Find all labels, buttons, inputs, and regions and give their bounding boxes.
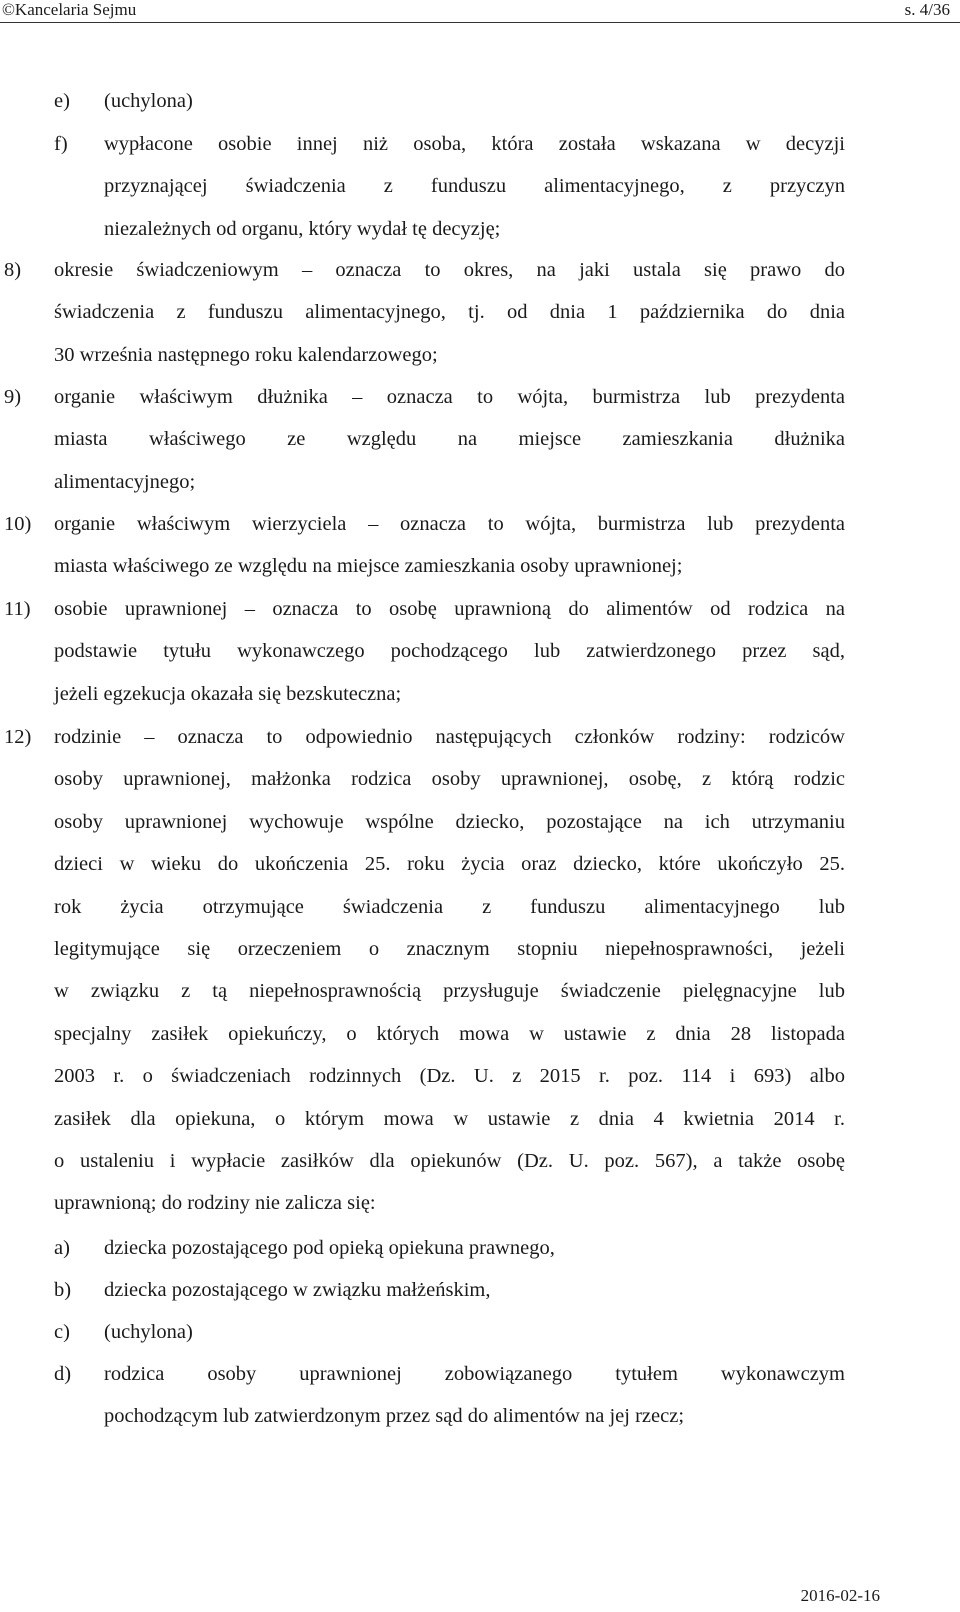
- item-text-line: zasiłek dla opiekuna, o którym mowa w ustawie z dnia 4 kwietnia 2014 r.: [54, 1108, 845, 1130]
- item-text-line: o ustaleniu i wypłacie zasiłków dla opiekunów (Dz. U. poz. 567), a także osobę: [54, 1150, 845, 1172]
- item-text-line: rodzinie – oznacza to odpowiednio następujących członków rodziny: rodziców: [54, 726, 845, 748]
- item-text-line: specjalny zasiłek opiekuńczy, o których mowa w ustawie z dnia 28 listopada: [54, 1023, 845, 1045]
- item-label: 11): [4, 598, 31, 620]
- item-text-line: alimentacyjnego;: [54, 471, 196, 493]
- item-text-line: uprawnioną; do rodziny nie zalicza się:: [54, 1192, 376, 1214]
- page-header: [0, 0, 960, 23]
- item-text-line: rok życia otrzymujące świadczenia z funduszu alimentacyjnego lub: [54, 896, 845, 918]
- item-text-line: organie właściwym wierzyciela – oznacza to wójta, burmistrza lub prezydenta: [54, 513, 845, 535]
- item-text-line: świadczenia z funduszu alimentacyjnego, tj. od dnia 1 października do dnia: [54, 301, 845, 323]
- source-label: ©Kancelaria Sejmu: [2, 0, 137, 19]
- item-text-line: przyznającej świadczenia z funduszu alimentacyjnego, z przyczyn: [104, 175, 845, 197]
- item-text-line: 2003 r. o świadczeniach rodzinnych (Dz. U. z 2015 r. poz. 114 i 693) albo: [54, 1065, 845, 1087]
- item-label: 9): [4, 386, 22, 408]
- item-text-line: osobie uprawnionej – oznacza to osobę uprawnioną do alimentów od rodzica na: [54, 598, 845, 620]
- item-text-line: (uchylona): [104, 1321, 193, 1343]
- item-label: 8): [4, 259, 22, 281]
- item-label: 12): [4, 726, 32, 748]
- item-text-line: 30 września następnego roku kalendarzowego;: [54, 344, 438, 366]
- item-text-line: pochodzącym lub zatwierdzonym przez sąd do alimentów na jej rzecz;: [104, 1405, 685, 1427]
- item-text-line: w związku z tą niepełnosprawnością przysługuje świadczenie pielęgnacyjne lub: [54, 980, 845, 1002]
- item-text-line: dziecka pozostającego w związku małżeńskim,: [104, 1279, 491, 1301]
- item-text-line: jeżeli egzekucja okazała się bezskuteczna;: [54, 683, 402, 705]
- item-label: 10): [4, 513, 32, 535]
- item-text-line: niezależnych od organu, który wydał tę decyzję;: [104, 218, 501, 240]
- item-text-line: osoby uprawnionej, małżonka rodzica osoby uprawnionej, osobę, z którą rodzic: [54, 768, 845, 790]
- item-label: d): [54, 1363, 72, 1385]
- item-label: c): [54, 1321, 70, 1343]
- item-text-line: miasta właściwego ze względu na miejsce zamieszkania dłużnika: [54, 428, 845, 450]
- item-label: a): [54, 1237, 70, 1259]
- item-text-line: dzieci w wieku do ukończenia 25. roku życia oraz dziecko, które ukończyło 25.: [54, 853, 845, 875]
- item-label: e): [54, 90, 70, 112]
- item-text-line: dziecka pozostającego pod opieką opiekuna prawnego,: [104, 1237, 555, 1259]
- item-text-line: rodzica osoby uprawnionej zobowiązanego tytułem wykonawczym: [104, 1363, 845, 1385]
- page-number: s. 4/36: [904, 0, 950, 19]
- item-label: b): [54, 1279, 72, 1301]
- item-text-line: miasta właściwego ze względu na miejsce zamieszkania osoby uprawnionej;: [54, 555, 683, 577]
- item-text-line: podstawie tytułu wykonawczego pochodzącego lub zatwierdzonego przez sąd,: [54, 640, 845, 662]
- item-text-line: osoby uprawnionej wychowuje wspólne dziecko, pozostające na ich utrzymaniu: [54, 811, 845, 833]
- item-label: f): [54, 133, 68, 155]
- publication-date: 2016-02-16: [800, 1586, 880, 1605]
- item-text-line: legitymujące się orzeczeniem o znacznym stopniu niepełnosprawności, jeżeli: [54, 938, 845, 960]
- item-text-line: (uchylona): [104, 90, 193, 112]
- item-text-line: organie właściwym dłużnika – oznacza to wójta, burmistrza lub prezydenta: [54, 386, 845, 408]
- item-text-line: wypłacone osobie innej niż osoba, która została wskazana w decyzji: [104, 133, 845, 155]
- item-text-line: okresie świadczeniowym – oznacza to okres, na jaki ustala się prawo do: [54, 259, 845, 281]
